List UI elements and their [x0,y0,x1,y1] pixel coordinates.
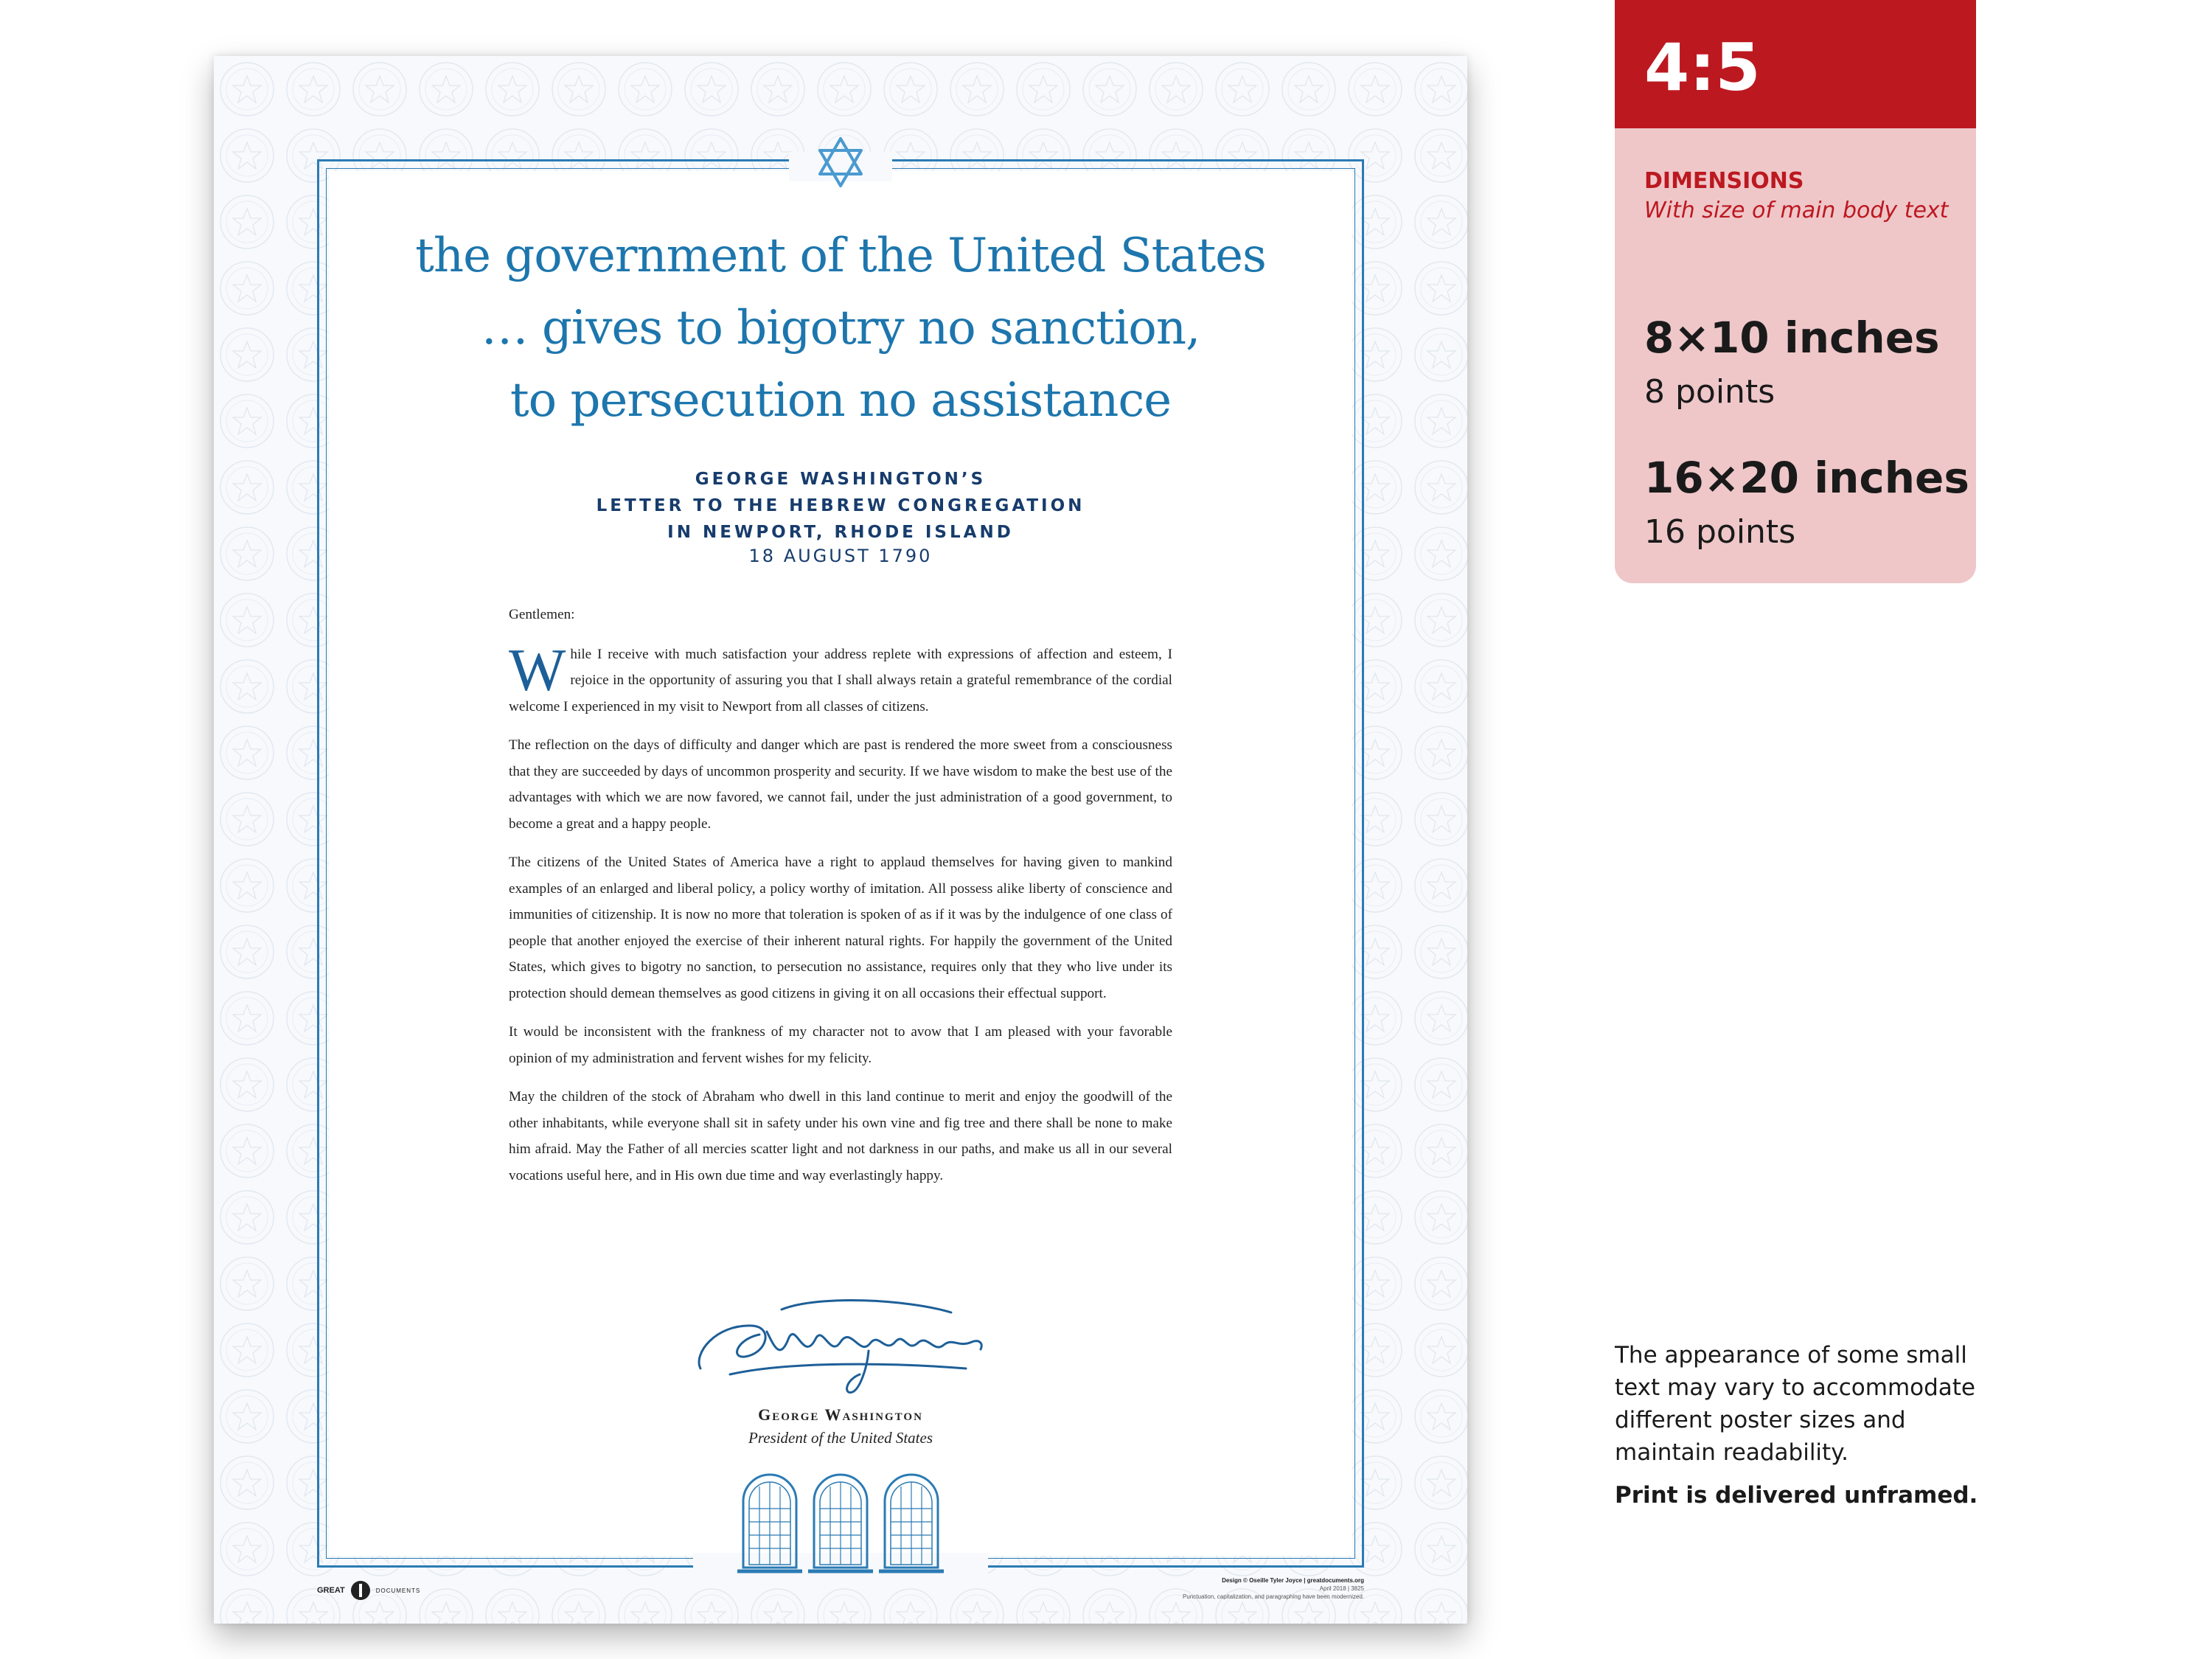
size-option-1: 8×10 inches [1644,313,1940,363]
dimensions-subtitle: With size of main body text [1644,198,1949,223]
star-of-david-icon [817,136,864,189]
paragraph-1 [509,636,1172,720]
drop-cap: W [509,636,566,703]
signature-title: President of the United States [748,1429,933,1447]
design-credit [1183,1576,1364,1601]
paragraph-3: The citizens of the United States of America have a right to applaud themselves for having given to mankind examples of an enlarged and liberal policy, a policy worthy of imitation. All possess alike liberty of conscience and immunities of citizenship. It is now no more that toleration is spoken of as if it was by the indulgence of one class of people that another enjoyed the exercise of their inherent natural rights. For happily the government of the United States, which gives to bigotry no sanction, to persecution no assistance, requires only that they who live under its protection should demean themselves as good citizens in giving it on all occasions their effectual support. [509,855,1172,1001]
poster [214,56,1467,1624]
readability-note: The appearance of some small text may vary to accommodate different poster sizes and maintain readability. [1615,1342,1976,1466]
logo-documents: DOCUMENTS [375,1587,421,1594]
unframed-note: Print is delivered unframed. [1615,1482,1978,1509]
headline [354,220,1327,437]
paragraph-4: It would be inconsistent with the frankness of my character not to avow that I am pleased with your favorable opinion of my administration and fervent wishes for my felicity. [509,1024,1172,1066]
subhead [428,466,1253,546]
credit-line-3: Punctuation, capitalization, and paragraphing have been modernized. [1183,1593,1364,1600]
washington-signature [686,1280,995,1398]
great-documents-logo [317,1579,420,1601]
logo-mark-icon [349,1579,372,1601]
headline-line-3: to persecution no assistance [509,373,1172,428]
subhead-line-3: IN NEWPORT, RHODE ISLAND [667,523,1014,542]
headline-line-2: … gives to bigotry no sanction, [481,301,1200,355]
logo-great: GREAT [317,1586,345,1595]
letter-date: 18 AUGUST 1790 [748,546,933,566]
size-option-2: 16×20 inches [1644,453,1969,503]
letter-body [509,602,1172,1201]
dimensions-label: DIMENSIONS [1644,168,1804,194]
signature-name: George Washington [758,1405,923,1424]
paragraph-1-text: hile I receive with much satisfaction your address replete with expressions of affection and esteem, I rejoice in the opportunity of assuring you that I shall always retain a grateful remembrance of the cordial welcome I experienced in my visit to Newport from all classes of citizens. [509,646,1172,714]
size-option-2-points: 16 points [1644,513,1796,551]
subhead-line-1: GEORGE WASHINGTON’S [695,470,987,489]
credit-line-2: April 2018 | 3825 [1319,1585,1364,1592]
credit-line-1: Design © Oseille Tyler Joyce | greatdocuments.org [1222,1577,1364,1584]
subhead-line-2: LETTER TO THE HEBREW CONGREGATION [596,496,1085,515]
dimensions-panel [1615,0,1976,583]
paragraph-5: May the children of the stock of Abraham who dwell in this land continue to merit and enjoy the goodwill of the other inhabitants, while everyone shall sit in safety under his own vine and fig tree and there shall be none to make him afraid. May the Father of all mercies scatter light and not darkness in our paths, and make us all in our several vocations useful here, and in His own due time and way everlastingly happy. [509,1089,1172,1183]
aspect-ratio: 4:5 [1644,29,1761,105]
arched-windows-icon [730,1457,951,1575]
size-option-1-points: 8 points [1644,373,1775,411]
headline-line-1: the government of the United States [415,229,1266,283]
salutation: Gentlemen: [509,607,575,622]
paragraph-2: The reflection on the days of difficulty and danger which are past is rendered the more sweet from a consciousness that they are succeeded by days of uncommon prosperity and security. If we have wisdom to make the best use of the advantages with which we are now favored, we cannot fail, under the just administration of a good government, to become a great and a happy people. [509,737,1172,832]
